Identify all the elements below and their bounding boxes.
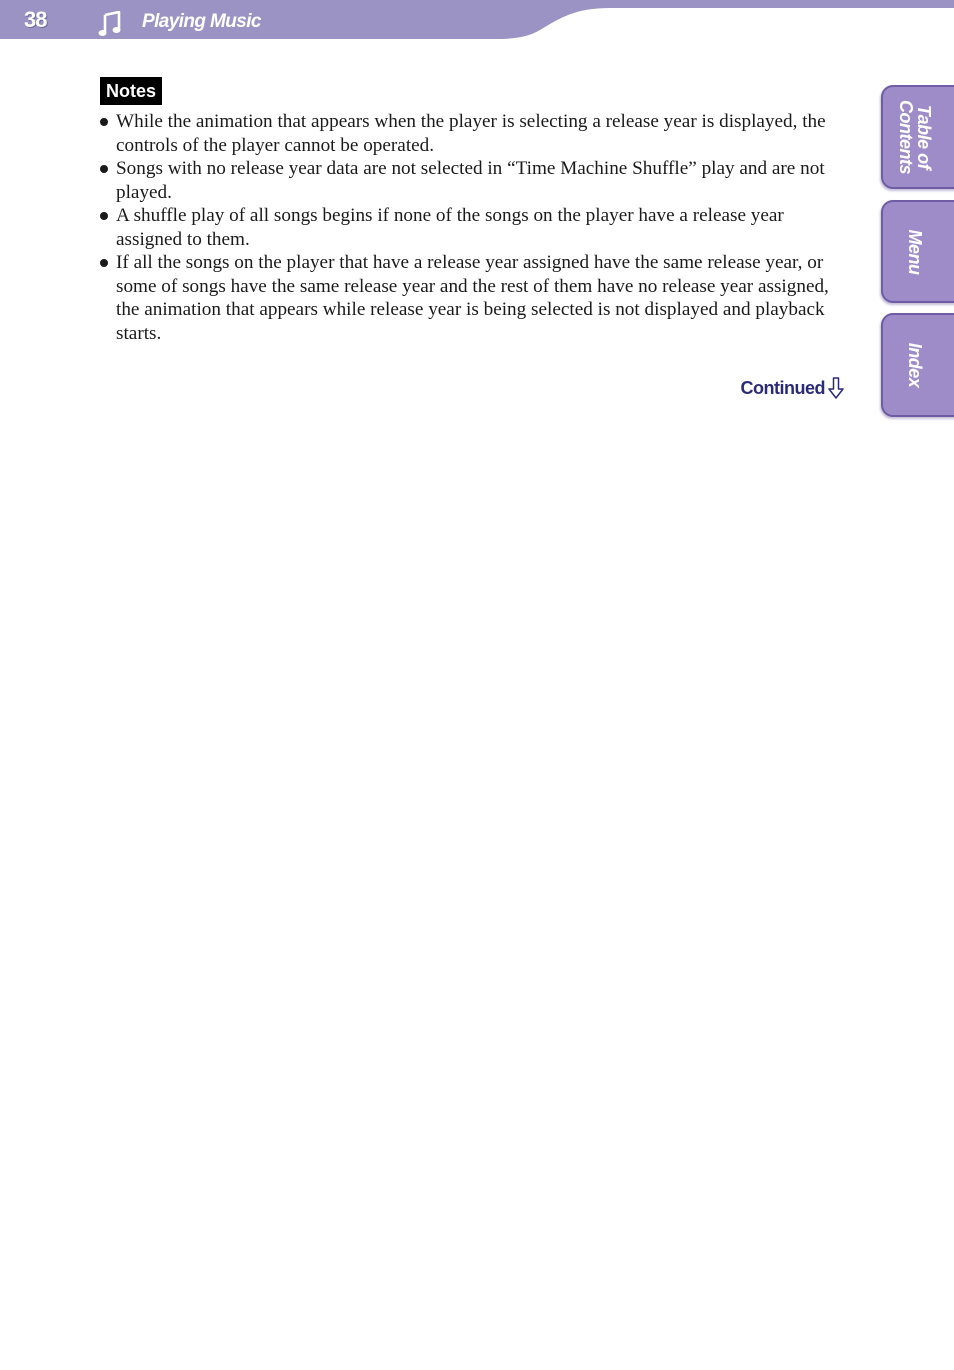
bullet-icon (100, 212, 108, 220)
notes-list (100, 110, 842, 345)
note-text: Songs with no release year data are not selected in “Time Machine Shuffle” play and are not played. (116, 158, 825, 203)
tab-menu[interactable] (881, 200, 954, 303)
tab-table-of-contents-label (897, 100, 933, 174)
list-item (100, 157, 842, 204)
bullet-icon (100, 259, 108, 267)
note-text: While the animation that appears when the player is selecting a release year is displayed, the controls of the player cannot be operated. (116, 111, 826, 156)
continued-label: Continued (740, 377, 825, 398)
tab-table-of-contents[interactable] (881, 85, 954, 189)
bullet-icon (100, 118, 108, 126)
list-item (100, 204, 842, 251)
bullet-icon (100, 165, 108, 173)
tab-menu-label: Menu (905, 229, 925, 274)
tab-index-label: Index (905, 342, 925, 388)
notes-heading: Notes (100, 77, 162, 105)
page-header (0, 0, 954, 40)
page-number: 38 (24, 7, 47, 32)
list-item (100, 251, 842, 345)
tab-toc-line1: Table of (914, 104, 934, 170)
tab-index[interactable] (881, 313, 954, 417)
section-title: Playing Music (142, 11, 261, 32)
music-note-icon (98, 11, 122, 37)
down-arrow-icon (828, 377, 844, 399)
note-text: If all the songs on the player that have a release year assigned have the same release year, or some of songs have the same release year and the rest of them have no release year assigned, the animation that appears while release year is being selected is not displayed and playback starts. (116, 252, 829, 344)
list-item (100, 110, 842, 157)
note-text: A shuffle play of all songs begins if none of the songs on the player have a release year assigned to them. (116, 205, 784, 250)
tab-toc-line2: Contents (896, 100, 916, 174)
continued-link[interactable] (741, 377, 844, 399)
